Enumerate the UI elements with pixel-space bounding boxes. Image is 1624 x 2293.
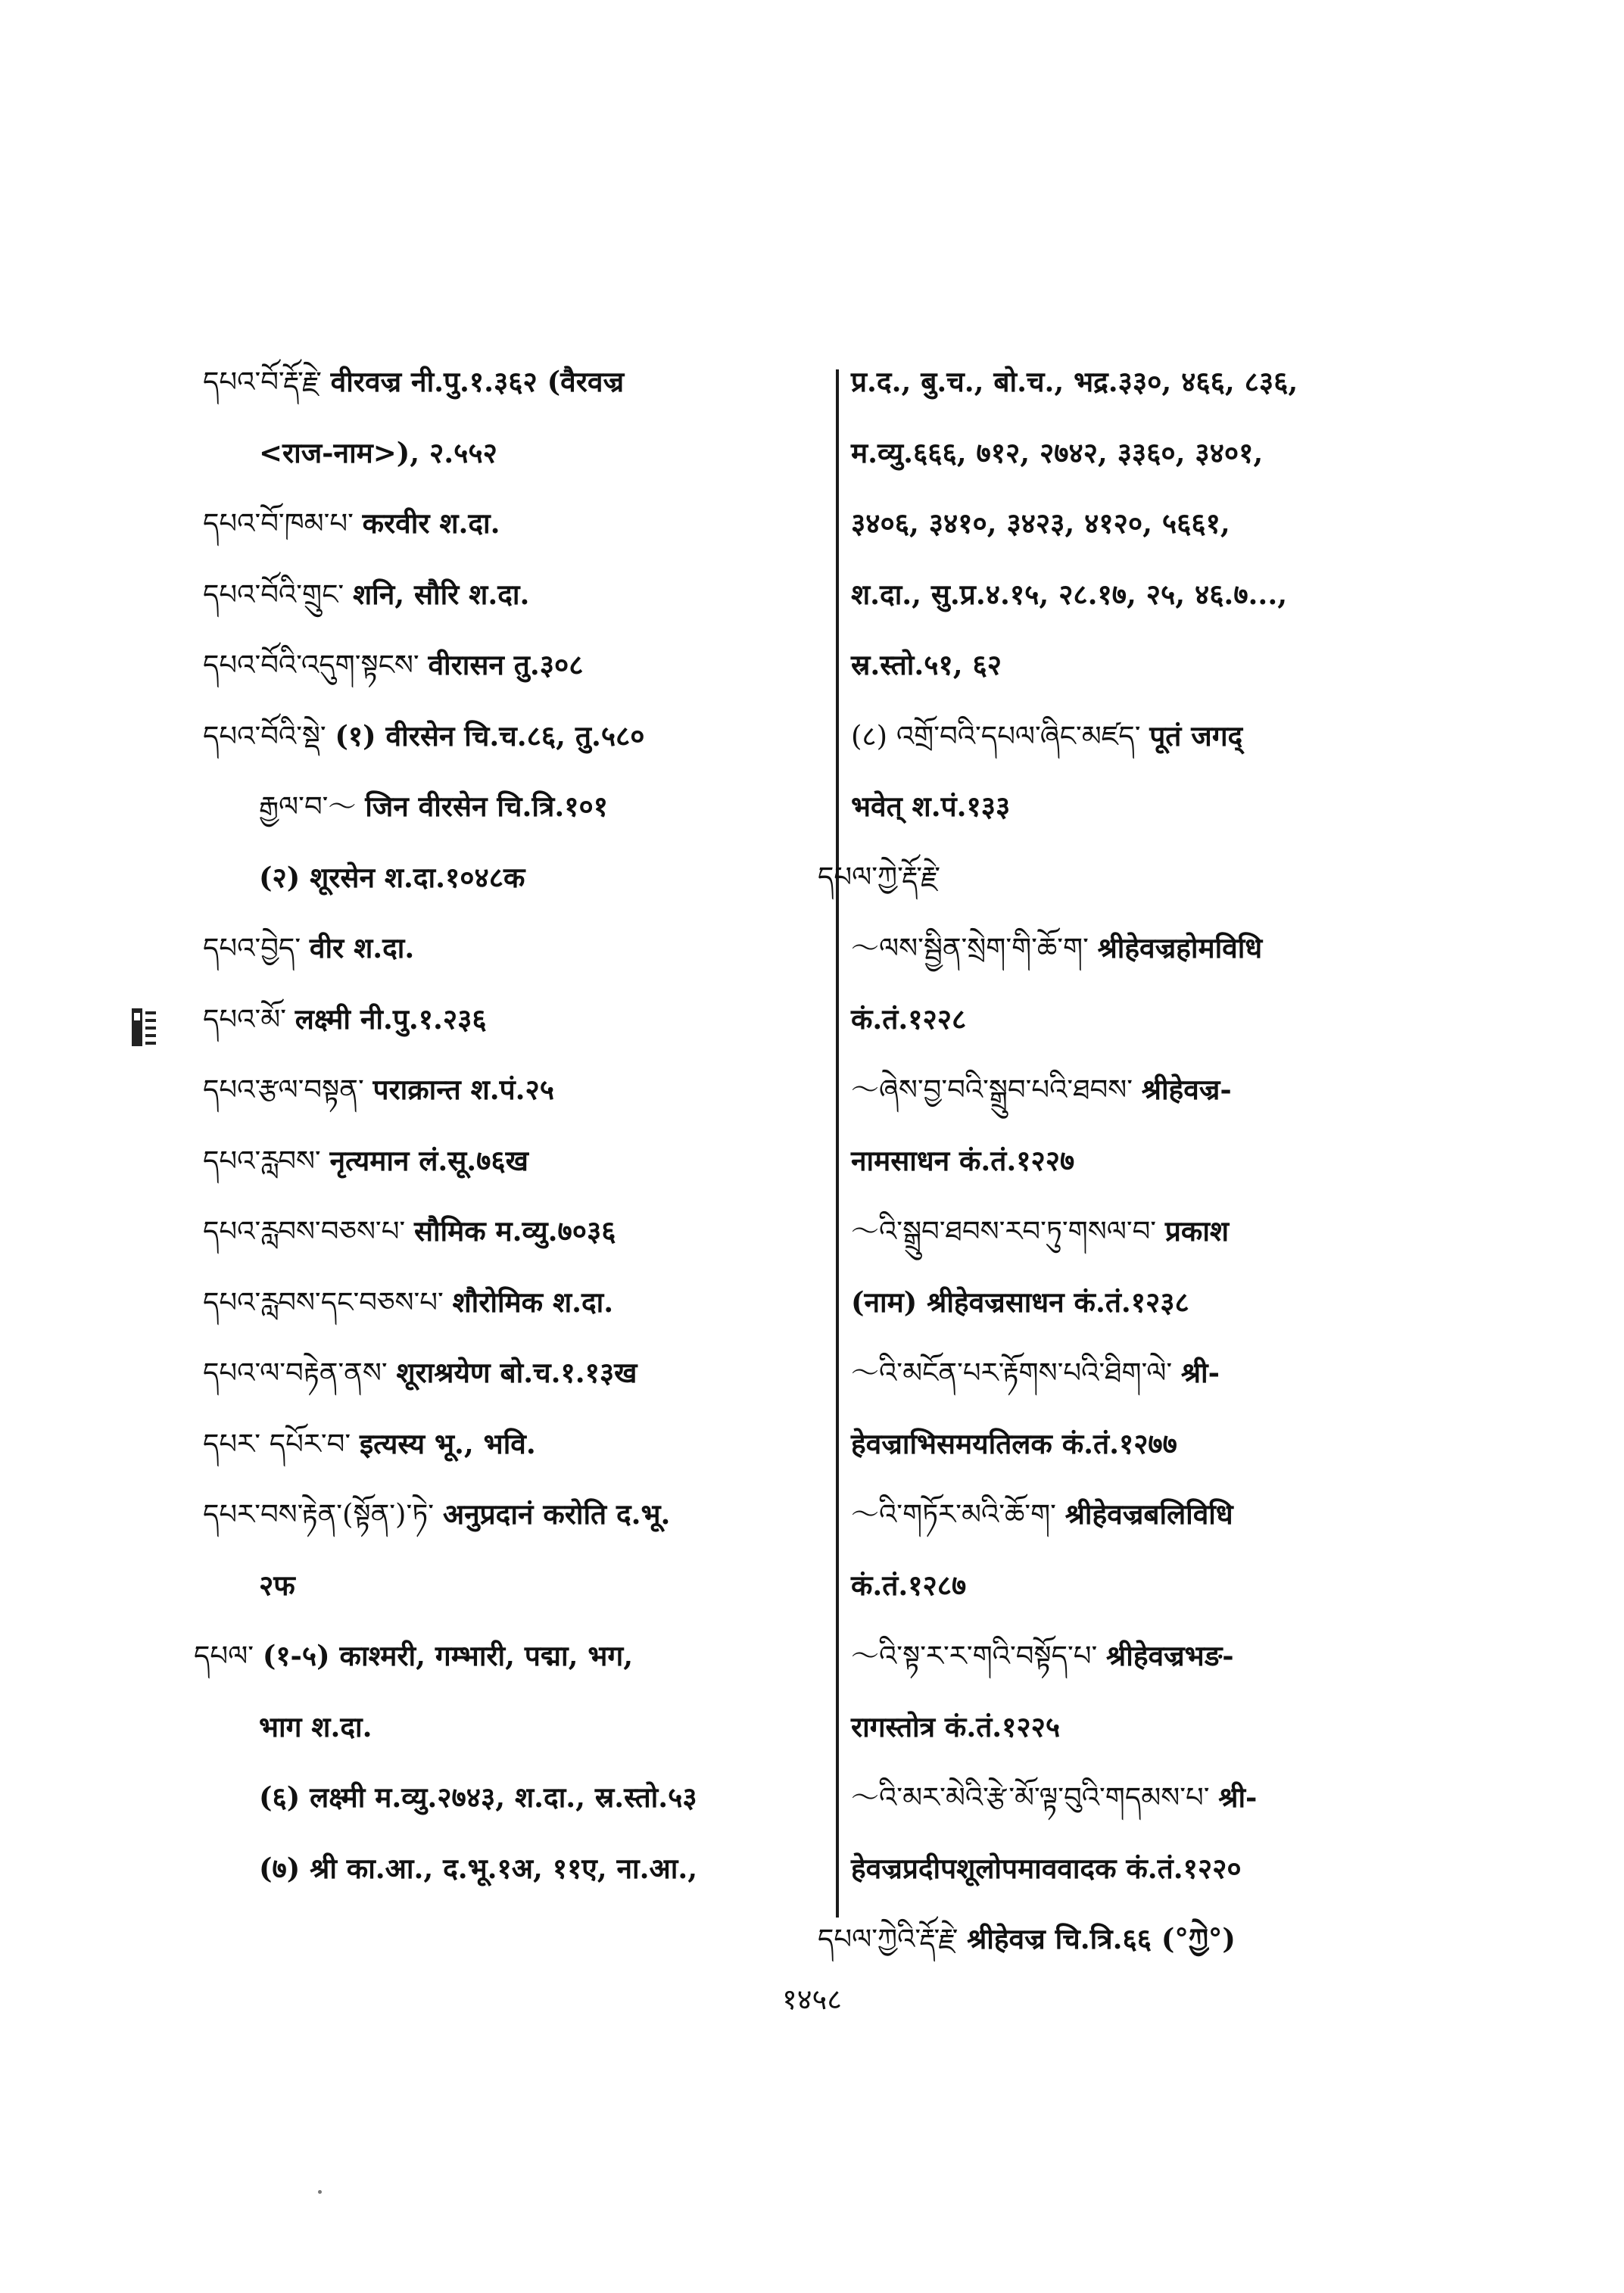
entry-line [851,1282,1189,1323]
sanskrit-gloss: (१-५) काश्मरी, गम्भारी, पद्मा, भग, [262,1639,634,1672]
entry-line [851,575,1287,615]
tibetan-headword: དཔལ་ [194,1640,254,1672]
sanskrit-gloss: हेवज्रप्रदीपशूलोपमाववादक कं.तं.१२२० [851,1851,1242,1885]
sanskrit-gloss: (नाम) श्रीहेवज्रसाधन कं.तं.१२३८ [851,1285,1189,1319]
entry-line [851,362,1298,402]
entry-line [203,1494,670,1534]
sanskrit-gloss: इत्यस्य भू., भवि. [359,1426,536,1460]
sanskrit-gloss: वीरासन तु.३०८ [428,648,584,681]
sanskrit-gloss: अनुप्रदानं करोति द.भू. [442,1497,671,1531]
sanskrit-gloss: नृत्यमान लं.सू.७६ख [329,1143,528,1177]
sanskrit-gloss: पूतं जगद् [1149,718,1243,752]
margin-tab-mark [130,1007,157,1048]
tibetan-headword: ～འི་གཏོར་མའི་ཆོ་ག་ [851,1498,1056,1531]
sanskrit-gloss: पराक्रान्त श.पं.२५ [372,1073,555,1106]
entry-line [851,1353,1220,1393]
tibetan-headword: དཔལ་ཀྱེའི་རྡོ་རྗེ་ [818,1923,959,1955]
sanskrit-gloss: श्रीहेवज्रबलिविधि [1064,1497,1233,1531]
entry-line [851,1636,1234,1676]
sanskrit-gloss: श्रीहेवज्र- [1141,1073,1232,1106]
sanskrit-gloss: लक्ष्मी नी.पु.१.२३६ [295,1002,487,1036]
entry-line [851,1849,1242,1889]
tibetan-headword: དཔར་ དཔོར་བ་ [203,1427,351,1460]
entry-line [259,433,497,473]
sanskrit-gloss: ३४०६, ३४१०, ३४२३, ४१२०, ५६६१, [851,506,1230,540]
tibetan-headword: དཔར་བས་རྟེན་(སྟོན་)་ཏེ་ [203,1498,435,1531]
entry-line [818,1919,1236,1959]
tibetan-headword: དཔའ་རླབས་བཅས་པ་ [203,1215,406,1248]
sanskrit-gloss: श्रीहेवज्रभङ- [1106,1639,1234,1672]
tibetan-headword: དཔའ་རྩལ་བསྟན་ [203,1073,364,1106]
tibetan-headword: དཔའ་རླབས་དང་བཅས་པ་ [203,1285,444,1319]
entry-line [851,645,1002,685]
entry-line [851,1707,1060,1747]
entry-line [259,1707,372,1747]
entry-line [203,1141,528,1181]
margin-glyph-icon [130,1007,157,1048]
entry-line [203,1070,554,1110]
tibetan-headword: (८) འགྲོ་བའི་དཔལ་ཞིང་མཛད་ [851,719,1141,752]
sanskrit-gloss: (१) वीरसेन चि.च.८६, तु.५८० [335,718,645,752]
sanskrit-gloss: श्री- [1218,1781,1258,1814]
entry-line [851,1494,1233,1534]
sanskrit-gloss: रागस्तोत्र कं.तं.१२२५ [851,1709,1061,1743]
tibetan-headword: དཔའ་རླབས་ [203,1144,321,1177]
entry-line [851,928,1262,968]
sanskrit-gloss: वीरवज्र नी.पु.१.३६२ (वैरवज्र [330,365,625,398]
sanskrit-gloss: भाग श.दा. [259,1709,372,1743]
sanskrit-gloss: (२) शूरसेन श.दा.१०४८क [259,860,525,894]
column-divider [836,369,839,1918]
entry-line [203,575,529,615]
tibetan-headword: རྒྱལ་བ་～ [259,790,357,823]
entry-line [851,503,1230,544]
tibetan-headword: ～འི་སྟ་ར་ར་གའི་བསྟོད་པ་ [851,1640,1098,1672]
entry-line [851,1211,1229,1251]
sanskrit-gloss: सौमिक म.व्यु.७०३६ [413,1214,616,1248]
entry-line [851,1141,1074,1181]
tibetan-headword: དཔའ་མོ་ [203,1002,286,1036]
entry-line [203,645,583,685]
sanskrit-gloss: (७) श्री का.आ., द.भू.१अ, ११ए, ना.आ., [259,1851,698,1885]
entry-line [203,999,487,1039]
page-number: १४५८ [781,1983,843,2016]
tibetan-headword: ～འི་མངོན་པར་རྟོགས་པའི་ཐིག་ལེ་ [851,1357,1173,1389]
entry-line [259,1566,295,1606]
sanskrit-gloss: शनि, सौरि श.दा. [352,577,530,611]
sanskrit-gloss: <राज-नाम>), २.५५२ [259,435,497,469]
tibetan-headword: དཔའ་བོ་རྡོ་རྗེ་ [203,366,322,398]
sanskrit-gloss: २फ [259,1568,295,1602]
sanskrit-gloss: कं.तं.१२२८ [851,1002,967,1036]
entry-line [194,1636,633,1676]
entry-line [203,928,414,968]
tibetan-headword: ～འི་སྒྲུབ་ཐབས་རབ་ཏུ་གསལ་བ་ [851,1215,1157,1248]
entry-line [259,1849,697,1889]
paper-speck [318,2190,322,2194]
sanskrit-gloss: भवेत् श.पं.१३३ [851,790,1011,823]
sanskrit-gloss: श्रीहेवज्र चि.त्रि.६६ (°ཀྱེ°) [967,1922,1236,1955]
entry-line [203,1211,616,1251]
sanskrit-gloss: प्र.द., बु.च., बो.च., भद्र.३३०, ४६६, ८३६, [851,365,1298,398]
entry-line [203,716,645,756]
entry-line [203,1424,536,1464]
sanskrit-gloss: हेवज्राभिसमयतिलक कं.तं.१२७७ [851,1426,1177,1460]
tibetan-headword: དཔའ་ལ་བརྟེན་ནས་ [203,1357,388,1389]
tibetan-headword: དཔལ་ཀྱེ་རྡོ་རྗེ་ [818,860,941,893]
tibetan-headword: དཔའ་བོའི་གྲུང་ [203,578,344,611]
entry-line [851,1070,1232,1110]
entry-line [851,787,1010,827]
sanskrit-gloss: (६) लक्ष्मी म.व्यु.२७४३, श.दा., स्र.स्तो.५३ [259,1781,697,1814]
entry-line [851,716,1242,756]
tibetan-headword: ～ལས་སྦྱིན་སྲེག་གི་ཆོ་ག་ [851,932,1089,964]
entry-line [259,1777,697,1818]
sanskrit-gloss: कं.तं.१२८७ [851,1568,967,1602]
sanskrit-gloss: शौरोमिक श.दा. [452,1285,614,1319]
tibetan-headword: དཔའ་བོའི་འདུག་སྟངས་ [203,649,419,681]
entry-line [259,858,525,898]
entry-line [851,1424,1177,1464]
sanskrit-gloss: नामसाधन कं.तं.१२२७ [851,1143,1075,1177]
entry-line [203,1353,637,1393]
sanskrit-gloss: करवीर श.दा. [362,506,500,540]
sanskrit-gloss: श.दा., सु.प्र.४.१५, २८.१७, २५, ४६.७..., [851,577,1288,611]
entry-line [259,787,608,827]
sanskrit-gloss: श्रीहेवज्रहोमविधि [1097,931,1263,964]
sanskrit-gloss: श्री- [1180,1356,1220,1389]
tibetan-headword: ～ཞེས་བྱ་བའི་སྒྲུབ་པའི་ཐབས་ [851,1073,1133,1106]
tibetan-headword: དཔའ་བོ་ཁམ་པ་ [203,507,354,540]
entry-line [851,1566,966,1606]
entry-line [203,1282,613,1323]
tibetan-headword: དཔའ་བྱེད་ [203,932,301,964]
entry-line [851,1777,1257,1818]
entry-line [851,999,966,1039]
tibetan-headword: དཔའ་བོའི་སྡེ་ [203,719,326,752]
sanskrit-gloss: स्र.स्तो.५१, ६२ [851,648,1002,681]
entry-line [818,858,940,897]
entry-line [203,503,500,544]
sanskrit-gloss: म.व्यु.६६६, ७१२, २७४२, ३३६०, ३४०१, [851,435,1264,469]
tibetan-headword: ～འི་མར་མེའི་རྩེ་མོ་ལྟ་བུའི་གདམས་པ་ [851,1781,1210,1814]
entry-line [203,362,624,402]
sanskrit-gloss: जिन वीरसेन चि.त्रि.१०१ [365,790,608,823]
sanskrit-gloss: वीर श.दा. [309,931,415,964]
entry-line [851,433,1263,473]
sanskrit-gloss: प्रकाश [1164,1214,1230,1248]
sanskrit-gloss: शूराश्रयेण बो.च.१.१३ख [396,1356,637,1389]
